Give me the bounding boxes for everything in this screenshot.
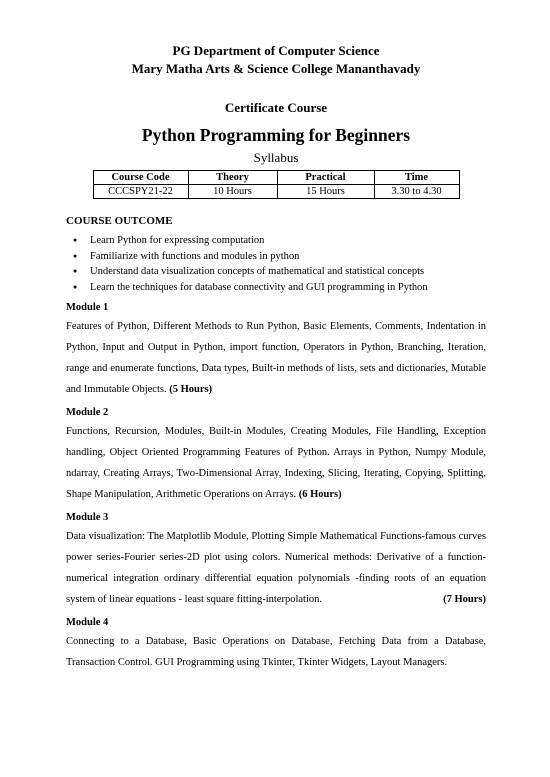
- module-1-text: [66, 316, 486, 400]
- list-item: ● Learn Python for expressing computation: [90, 233, 486, 249]
- module-2-content: Functions, Recursion, Modules, Built-in Modules, Creating Modules, File Handling, Exception handling, Object Oriented Programming Features of Python. Arrays in Python, Numpy Module, ndarray, Creating Arrays, Two-Dimensional Array, Indexing, Slicing, Iterating, Copying, Splitting, Shape Manipulation, Arithmetic Operations on Arrays.: [66, 426, 486, 500]
- header-time: Time: [374, 171, 459, 185]
- department-name: PG Department of Computer Science: [172, 43, 380, 58]
- cell-course-code: CCCSPY21-22: [93, 185, 188, 199]
- course-outcome-heading: COURSE OUTCOME: [66, 215, 173, 227]
- outcome-list: [66, 233, 486, 295]
- module-2-title: Module 2: [66, 407, 109, 418]
- course-info-table: [93, 170, 460, 199]
- table-row: [93, 185, 459, 199]
- list-item: ● Understand data visualization concepts of mathematical and statistical concepts: [90, 264, 486, 280]
- cell-time: 3.30 to 4.30: [374, 185, 459, 199]
- cell-theory: 10 Hours: [188, 185, 277, 199]
- module-2-text: [66, 421, 486, 505]
- module-3-hours: (7 Hours): [443, 594, 486, 605]
- module-2-hours: (6 Hours): [298, 489, 342, 500]
- course-title: Python Programming for Beginners: [141, 125, 411, 145]
- table-header-row: [93, 171, 459, 185]
- module-1-hours: (5 Hours): [169, 384, 213, 395]
- syllabus-page: [66, 42, 486, 673]
- header-theory: Theory: [188, 171, 277, 185]
- syllabus-label: Syllabus: [253, 150, 299, 165]
- module-1-title: Module 1: [66, 302, 109, 313]
- cell-practical: 15 Hours: [277, 185, 374, 199]
- module-4-text: [66, 631, 486, 673]
- module-3-title: Module 3: [66, 512, 109, 523]
- header-practical: Practical: [277, 171, 374, 185]
- module-4-content: Connecting to a Database, Basic Operations on Database, Fetching Data from a Database, Transaction Control. GUI Programming using Tkinter, Tkinter Widgets, Layout Managers.: [66, 636, 486, 668]
- module-4-title: Module 4: [66, 617, 109, 628]
- header-course-code: Course Code: [93, 171, 188, 185]
- module-3-text: [66, 526, 486, 610]
- list-item: ● Learn the techniques for database connectivity and GUI programming in Python: [90, 280, 486, 296]
- course-type: Certificate Course: [224, 100, 328, 115]
- module-1-content: Features of Python, Different Methods to Run Python, Basic Elements, Comments, Indentation in Python, Input and Output in Python, import function, Operators in Python, Branching, Iteration, range and enumerate functions, Data types, Built-in methods of lists, sets and dictionaries, Mutable and Immutable Objects.: [66, 321, 486, 395]
- module-3-content: Data visualization: The Matplotlib Module, Plotting Simple Mathematical Functions-famous curves power series-Fourier series-2D plot using colors. Numerical methods: Derivative of a function- numerical integration ordinary differential equation polynomials -finding roots of an equation system of linear equations - least square fitting-interpolation.: [66, 531, 486, 605]
- college-name: Mary Matha Arts & Science College Mananthavady: [131, 61, 421, 76]
- list-item: ● Familiarize with functions and modules in python: [90, 249, 486, 265]
